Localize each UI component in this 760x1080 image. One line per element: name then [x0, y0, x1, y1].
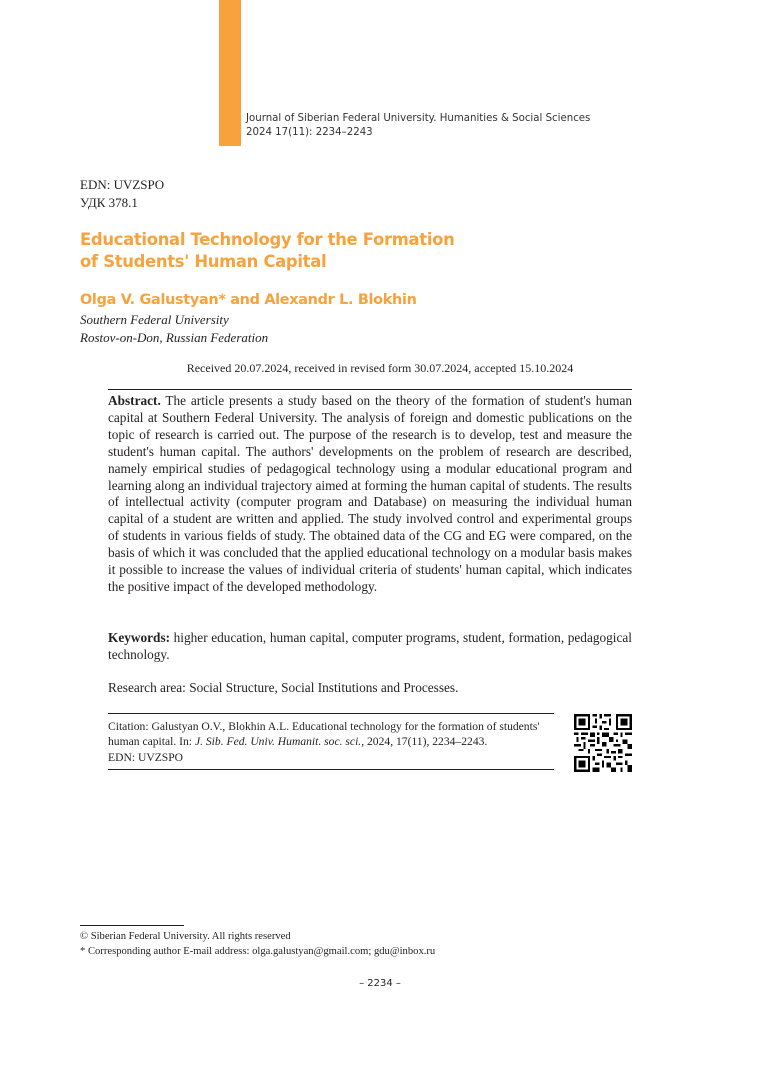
corresponding-author-note: * Corresponding author E-mail address: olga.galustyan@gmail.com; gdu@inbox.ru	[80, 945, 436, 957]
journal-name: Journal of Siberian Federal University. Humanities & Social Sciences	[246, 113, 591, 124]
article-title-line-1: Educational Technology for the Formation	[80, 230, 455, 249]
citation-bottom-rule	[108, 769, 554, 770]
citation-suffix: , 2024, 17(11), 2234–2243.	[361, 735, 488, 749]
citation	[108, 719, 556, 765]
edn-code: EDN: UVZSPO	[80, 177, 165, 192]
article-title	[80, 229, 540, 273]
citation-edn: EDN: UVZSPO	[108, 750, 184, 764]
research-area: Research area: Social Structure, Social Institutions and Processes.	[108, 680, 459, 695]
received-dates: Received 20.07.2024, received in revised form 30.07.2024, accepted 15.10.2024	[186, 361, 574, 375]
author-affiliation	[80, 311, 268, 346]
article-authors: Olga V. Galustyan* and Alexandr L. Blokhin	[80, 292, 417, 308]
page-number: – 2234 –	[359, 978, 401, 989]
qr-code-icon	[574, 714, 632, 772]
udk-code: УДК 378.1	[80, 195, 138, 210]
journal-issue: 2024 17(11): 2234–2243	[246, 127, 373, 138]
keywords	[108, 629, 632, 663]
citation-top-rule	[108, 713, 554, 714]
affiliation-city: Rostov-on-Don, Russian Federation	[80, 329, 269, 345]
abstract-top-rule	[108, 389, 632, 390]
article-title-line-2: of Students' Human Capital	[80, 252, 327, 271]
citation-prefix: Citation: Galustyan O.V., Blokhin A.L. Educational technology for the formation of students' human capital. In:	[108, 720, 540, 749]
abstract	[108, 393, 632, 596]
copyright-notice: © Siberian Federal University. All rights reserved	[80, 931, 291, 942]
footnote-separator	[80, 925, 184, 926]
affiliation-university: Southern Federal University	[80, 312, 229, 327]
article-identifiers	[80, 176, 164, 212]
abstract-text: The article presents a study based on the theory of the formation of student's human capital at Southern Federal University. The analysis of foreign and domestic publications on the topic of research is carried out. The purpose of the research is to develop, test and measure the student's human capital. The authors' developments on the problem of research are described, namely empirical studies of pedagogical technology using a modular educational program and learning along an individual trajectory aimed at forming the human capital of students. The results of intellectual activity (computer program and Database) on measuring the individual human capital of a student are written and applied. The study involved control and experimental groups of students in various fields of study. The obtained data of the CG and EG were compared, on the basis of which it was concluded that the applied educational technology on a modular basis makes it possible to increase the values of individual criteria of students' human capital, which indicates the positive impact of the developed methodology.	[108, 393, 632, 594]
journal-header	[246, 112, 590, 140]
keywords-label: Keywords:	[108, 630, 171, 645]
footnotes	[80, 930, 435, 959]
citation-reference	[108, 719, 556, 750]
header-accent-bar	[219, 0, 241, 146]
citation-journal: J. Sib. Fed. Univ. Humanit. soc. sci.	[194, 735, 362, 749]
keywords-text: higher education, human capital, computer programs, student, formation, pedagogical technology.	[108, 630, 632, 662]
abstract-label: Abstract.	[108, 393, 161, 408]
